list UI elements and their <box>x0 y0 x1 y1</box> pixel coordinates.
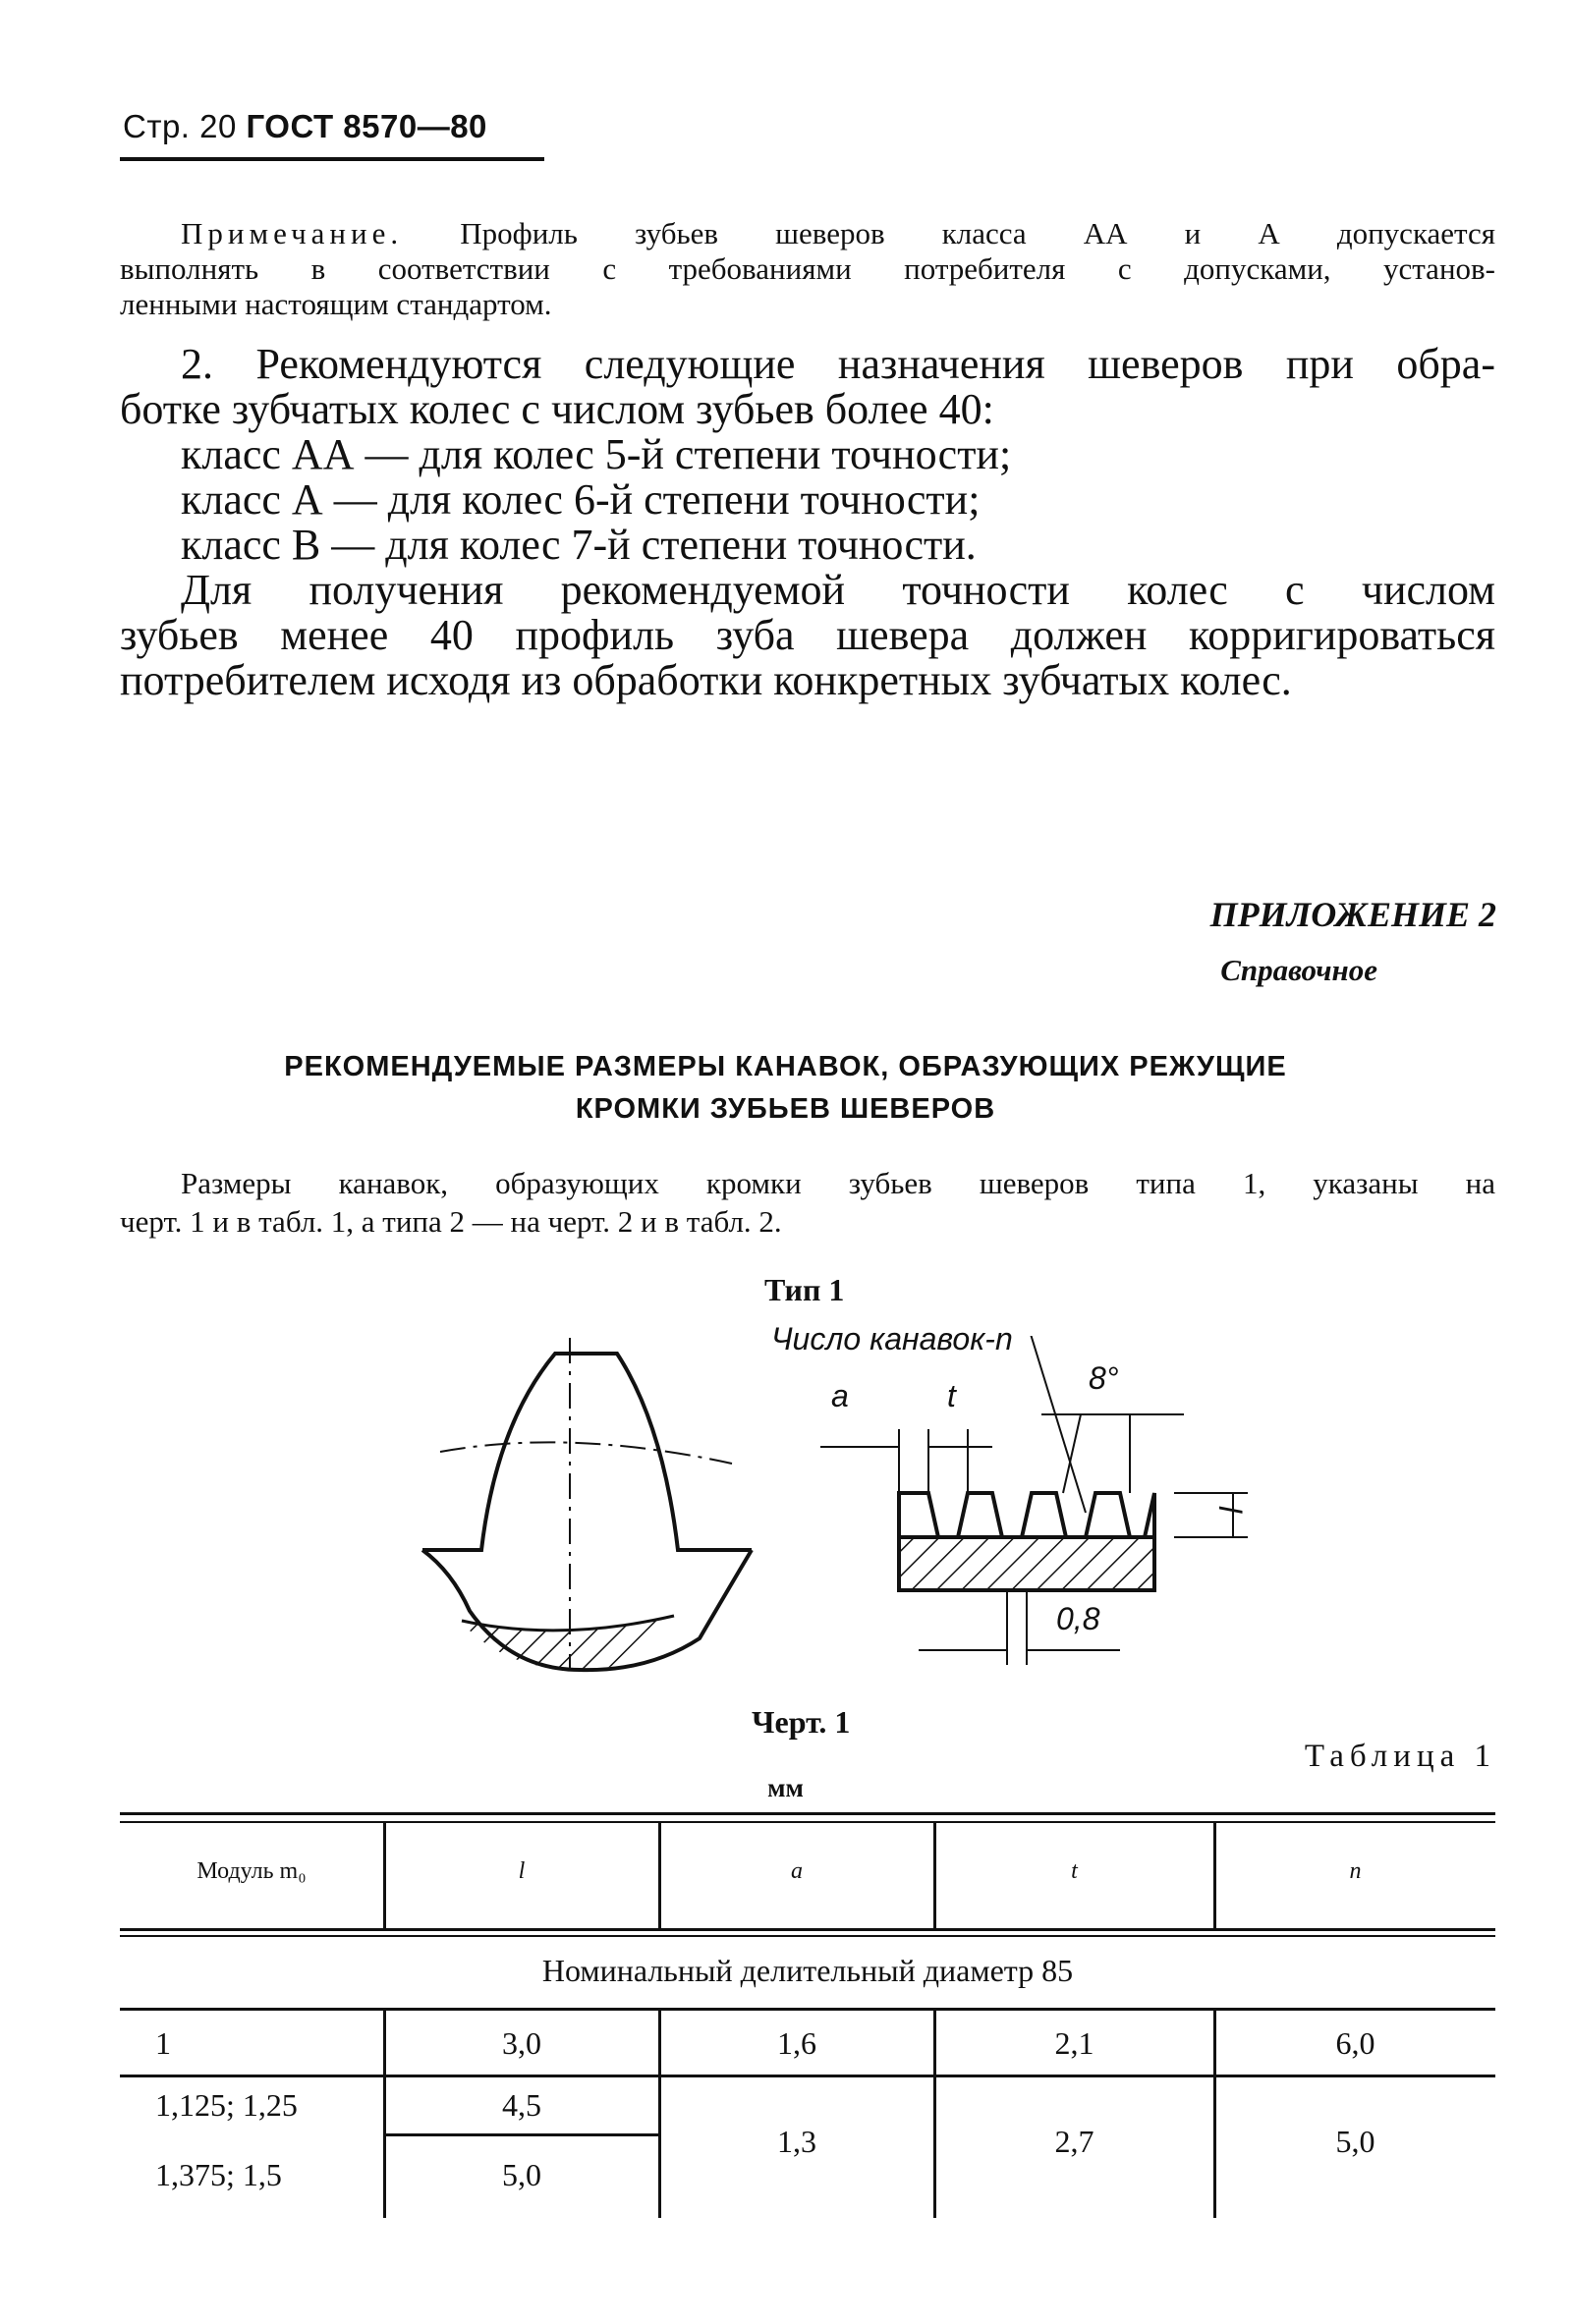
item2-line-5: класс В — для колес 7-й степени точности. <box>181 521 977 569</box>
header-module: Модуль m₀ <box>196 1858 307 1884</box>
header-t: t <box>1071 1858 1078 1884</box>
page-header <box>123 108 487 145</box>
intro-line-2: черт. 1 и в табл. 1, а типа 2 — на черт. 2 и в табл. 2. <box>120 1204 782 1239</box>
merged-t: 2,7 <box>1054 2124 1094 2159</box>
item2-line-8: потребителем исходя из обработки конкретных зубчатых колес. <box>120 656 1292 704</box>
row1-module: 1 <box>155 2025 171 2061</box>
table-header-rule <box>120 1928 1495 1931</box>
note-label: Примечание. <box>181 216 404 250</box>
item2-line-2: ботке зубчатых колес с числом зубьев более 40: <box>120 385 994 433</box>
row1-rule <box>120 2075 1495 2077</box>
item2-line-4: класс А — для колес 6-й степени точности; <box>181 475 981 524</box>
merged-n: 5,0 <box>1335 2124 1375 2159</box>
row1-l: 3,0 <box>502 2025 541 2061</box>
gear-tooth-view <box>422 1338 752 1670</box>
item2-line-7: зубьев менее 40 профиль зуба шевера должен корригироваться <box>120 611 1495 659</box>
angle-label: 8° <box>1089 1360 1119 1396</box>
row3-module: 1,375; 1,5 <box>155 2157 282 2192</box>
row1-n: 6,0 <box>1335 2025 1375 2061</box>
row1-a: 1,6 <box>777 2025 816 2061</box>
table-section-row: Номинальный делительный диаметр 85 <box>541 1953 1074 1988</box>
header-a: a <box>791 1858 803 1884</box>
appendix-status: Справочное <box>1220 953 1377 987</box>
intro-block <box>120 1164 1495 1241</box>
groove-section <box>899 1493 1154 1590</box>
header-n: n <box>1349 1858 1362 1884</box>
row2-module: 1,125; 1,25 <box>155 2087 298 2123</box>
groove-count-label: Число канавок-n <box>771 1321 1013 1356</box>
table-unit: мм <box>767 1773 804 1802</box>
row2-rule <box>385 2133 658 2136</box>
table-top-rule <box>120 1812 1495 1815</box>
note-line-3: ленными настоящим стандартом. <box>120 287 552 321</box>
item2-line-6: Для получения рекомендуемой точности колес с числом <box>181 566 1495 614</box>
note-line-2: выполнять в соответствии с требованиями потребителя с допусками, установ- <box>120 251 1495 286</box>
note-block <box>120 216 1495 322</box>
row3-l: 5,0 <box>502 2157 541 2192</box>
item-2-block <box>120 342 1495 703</box>
table-header-rule-2 <box>120 1935 1495 1937</box>
dimension-t-label: t <box>947 1378 956 1413</box>
appendix-label: ПРИЛОЖЕНИЕ 2 <box>1209 895 1496 934</box>
page-number: Стр. 20 <box>123 108 237 144</box>
figure-1-drawing <box>413 1336 1258 1689</box>
item2-line-3: класс АА — для колес 5-й степени точности; <box>181 430 1012 478</box>
table-section-rule <box>120 2008 1495 2011</box>
merged-a: 1,3 <box>777 2124 816 2159</box>
header-rule <box>120 157 544 161</box>
dimension-a-label: a <box>831 1378 849 1413</box>
dimension-08-label: 0,8 <box>1056 1601 1100 1636</box>
table-top-rule-2 <box>120 1821 1495 1823</box>
figure-caption: Черт. 1 <box>752 1704 851 1740</box>
section-title-line-1: РЕКОМЕНДУЕМЫЕ РАЗМЕРЫ КАНАВОК, ОБРАЗУЮЩИХ РЕЖУЩИЕ <box>284 1051 1287 1082</box>
section-title-line-2: КРОМКИ ЗУБЬЕВ ШЕВЕРОВ <box>575 1093 996 1125</box>
item2-line-1: 2. Рекомендуются следующие назначения шеверов при обра- <box>181 340 1495 388</box>
table-title: Таблица 1 <box>1304 1739 1496 1774</box>
note-line-1: Профиль зубьев шеверов класса АА и А допускается <box>460 216 1495 250</box>
intro-line-1: Размеры канавок, образующих кромки зубьев шеверов типа 1, указаны на <box>181 1166 1495 1200</box>
row2-l: 4,5 <box>502 2087 541 2123</box>
figure-type-label: Тип 1 <box>764 1272 845 1307</box>
standard-number: ГОСТ 8570—80 <box>246 108 487 144</box>
dimension-l-label: l <box>1212 1505 1249 1514</box>
header-l: l <box>518 1858 526 1884</box>
row1-t: 2,1 <box>1054 2025 1094 2061</box>
